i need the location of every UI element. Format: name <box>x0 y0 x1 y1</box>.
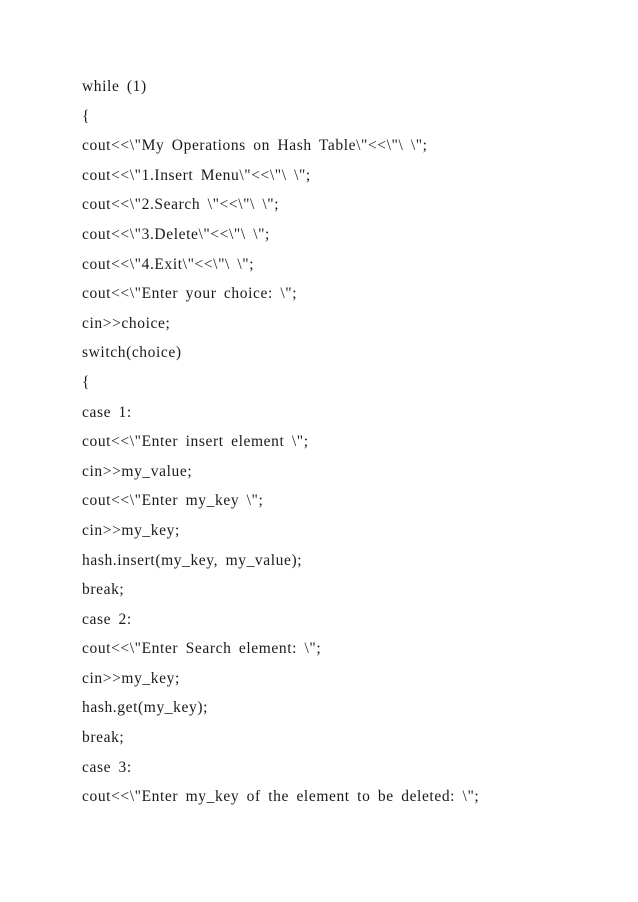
code-line: cout<<\"Enter insert element \"; <box>82 433 309 451</box>
code-line: cin>>my_key; <box>82 521 180 539</box>
code-listing <box>82 76 479 816</box>
code-line: cout<<\"3.Delete\"<<\"\ \"; <box>82 225 270 243</box>
code-line: { <box>82 373 91 391</box>
code-line: cout<<\"Enter my_key \"; <box>82 492 264 510</box>
code-line: cout<<\"My Operations on Hash Table\"<<\"\ \"; <box>82 137 428 155</box>
code-line: cout<<\"2.Search \"<<\"\ \"; <box>82 196 280 214</box>
code-line: cin>>my_value; <box>82 462 193 480</box>
code-line: cout<<\"Enter Search element: \"; <box>82 640 322 658</box>
code-line: cout<<\"1.Insert Menu\"<<\"\ \"; <box>82 166 311 184</box>
code-line: hash.insert(my_key, my_value); <box>82 551 303 569</box>
code-line: case 2: <box>82 610 132 628</box>
code-line: cin>>choice; <box>82 314 171 332</box>
code-line: cout<<\"Enter your choice: \"; <box>82 285 298 303</box>
code-line: while (1) <box>82 78 147 95</box>
code-line: switch(choice) <box>82 344 182 362</box>
code-line: hash.get(my_key); <box>82 699 208 717</box>
code-line: cin>>my_key; <box>82 669 180 687</box>
code-line: break; <box>82 729 125 747</box>
code-line: cout<<\"Enter my_key of the element to be deleted: \"; <box>82 788 480 806</box>
code-line: case 1: <box>82 403 132 421</box>
code-line: case 3: <box>82 758 132 776</box>
code-line: { <box>82 107 91 125</box>
code-line: cout<<\"4.Exit\"<<\"\ \"; <box>82 255 255 273</box>
code-line: break; <box>82 581 125 599</box>
